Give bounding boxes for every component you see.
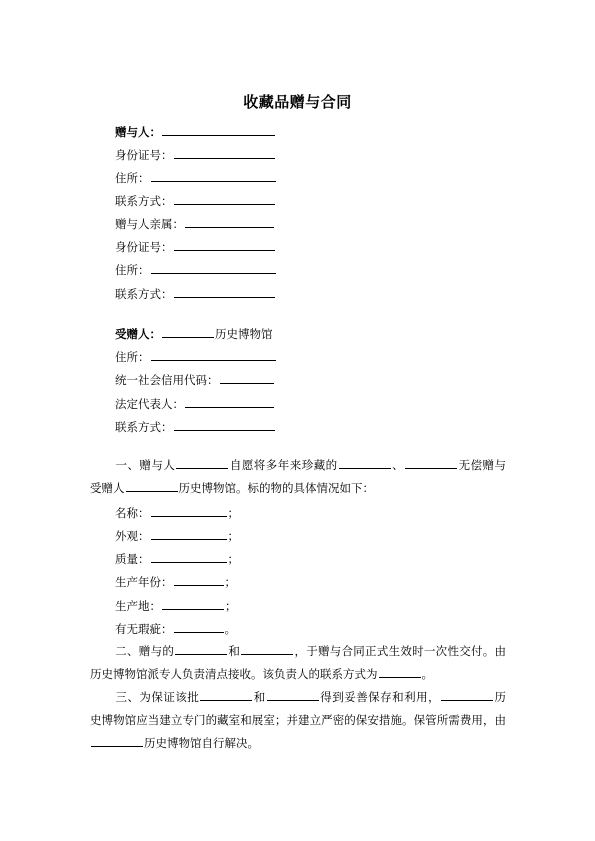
clause-3 xyxy=(90,686,506,755)
relative-contact-label: 联系方式： xyxy=(115,287,173,301)
recipient-legal-rep-blank[interactable] xyxy=(185,396,274,408)
relative-id-blank[interactable] xyxy=(174,239,275,251)
clause-2-contact-blank[interactable] xyxy=(379,666,421,678)
clause-2-text-d: 。 xyxy=(421,667,433,681)
item-quality-label: 质量： xyxy=(115,552,150,566)
item-name-line xyxy=(115,505,239,520)
donor-contact-label: 联系方式： xyxy=(115,194,173,208)
donor-address-line xyxy=(115,170,277,185)
item-year-label: 生产年份： xyxy=(115,575,173,589)
clause-1-recipient-blank[interactable] xyxy=(126,480,178,492)
item-place-line xyxy=(115,598,237,613)
clause-3-text-b: 和 xyxy=(253,690,266,704)
donor-relative-label: 赠与人亲属： xyxy=(115,217,184,231)
clause-2-text-c: ，于赠与合同正式生效时一次性交付。由历史博物馆派专人负责清点接收。该负责人的联系方式为 xyxy=(90,644,507,681)
clause-3-recipient-blank-1[interactable] xyxy=(441,689,493,701)
item-look-line xyxy=(115,528,239,543)
item-look-blank[interactable] xyxy=(151,528,227,540)
item-flaw-blank[interactable] xyxy=(174,621,224,633)
relative-id-line xyxy=(115,239,276,254)
donor-name-blank[interactable] xyxy=(162,124,275,136)
recipient-credit-code-blank[interactable] xyxy=(220,372,274,384)
item-year-blank[interactable] xyxy=(174,574,224,586)
recipient-label: 受赠人： xyxy=(115,327,161,341)
recipient-name-blank[interactable] xyxy=(162,326,214,338)
semicolon: ； xyxy=(225,599,237,613)
semicolon: ； xyxy=(227,529,239,543)
recipient-address-label: 住所： xyxy=(115,350,150,364)
relative-address-blank[interactable] xyxy=(151,262,276,274)
relative-id-label: 身份证号： xyxy=(115,240,173,254)
clause-3-text-d: 历史博物馆应当建立专门的藏室和展室；并建立严密的保安措施。保管所需费用，由 xyxy=(90,690,507,727)
document-title: 收藏品赠与合同 xyxy=(243,93,352,111)
clause-1-donor-blank[interactable] xyxy=(176,457,228,469)
recipient-address-blank[interactable] xyxy=(151,349,276,361)
clause-3-text-a: 三、为保证该批 xyxy=(115,690,200,704)
recipient-legal-rep-label: 法定代表人： xyxy=(115,397,184,411)
item-place-blank[interactable] xyxy=(162,598,224,610)
clause-1-item-blank-1[interactable] xyxy=(339,457,391,469)
donor-address-label: 住所： xyxy=(115,171,150,185)
recipient-contact-blank[interactable] xyxy=(174,419,275,431)
donor-relative-blank[interactable] xyxy=(185,216,274,228)
item-quality-line xyxy=(115,551,239,566)
recipient-contact-line xyxy=(115,419,276,434)
relative-contact-blank[interactable] xyxy=(174,286,275,298)
recipient-credit-code-line xyxy=(115,372,275,387)
recipient-line xyxy=(115,326,273,341)
item-year-line xyxy=(115,574,236,589)
period: 。 xyxy=(224,622,236,636)
clause-1 xyxy=(90,454,506,500)
recipient-legal-rep-line xyxy=(115,396,275,411)
item-quality-blank[interactable] xyxy=(151,551,227,563)
item-name-blank[interactable] xyxy=(151,505,227,517)
item-name-label: 名称： xyxy=(115,506,150,520)
semicolon: ； xyxy=(224,575,236,589)
clause-2-text-b: 和 xyxy=(228,644,241,658)
donor-label: 赠与人： xyxy=(115,125,161,139)
clause-3-text-e: 历史博物馆自行解决。 xyxy=(144,736,259,750)
clause-1-text-c: 、 xyxy=(391,458,405,472)
recipient-credit-code-label: 统一社会信用代码： xyxy=(115,373,219,387)
recipient-address-line xyxy=(115,349,277,364)
clause-2-item-blank-2[interactable] xyxy=(241,643,293,655)
donor-id-blank[interactable] xyxy=(174,147,275,159)
clause-1-item-blank-2[interactable] xyxy=(405,457,457,469)
semicolon: ； xyxy=(227,552,239,566)
donor-id-label: 身份证号： xyxy=(115,148,173,162)
clause-2-text-a: 二、赠与的 xyxy=(115,644,175,658)
item-look-label: 外观： xyxy=(115,529,150,543)
clause-3-recipient-blank-2[interactable] xyxy=(91,735,143,747)
item-flaw-label: 有无瑕疵： xyxy=(115,622,173,636)
donor-contact-line xyxy=(115,193,276,208)
relative-address-line xyxy=(115,262,277,277)
clause-1-text-b: 自愿将多年来珍藏的 xyxy=(229,458,338,472)
relative-address-label: 住所： xyxy=(115,263,150,277)
donor-contact-blank[interactable] xyxy=(174,193,275,205)
donor-line xyxy=(115,124,276,139)
clause-1-text-d: 无偿赠与受赠人 xyxy=(90,458,507,495)
item-flaw-line xyxy=(115,621,236,636)
recipient-suffix: 历史博物馆 xyxy=(215,327,273,341)
clause-1-text-e: 历史博物馆。标的物的具体情况如下： xyxy=(178,481,374,495)
clause-3-text-c: 得到妥善保存和利用， xyxy=(319,690,441,704)
donor-address-blank[interactable] xyxy=(151,170,276,182)
clause-2 xyxy=(90,640,506,686)
donor-id-line xyxy=(115,147,276,162)
relative-contact-line xyxy=(115,286,276,301)
clause-3-item-blank-2[interactable] xyxy=(267,689,319,701)
clause-1-text-a: 一、赠与人 xyxy=(115,458,176,472)
clause-3-item-blank-1[interactable] xyxy=(200,689,252,701)
donor-relative-line xyxy=(115,216,275,231)
recipient-contact-label: 联系方式： xyxy=(115,420,173,434)
item-place-label: 生产地： xyxy=(115,599,161,613)
semicolon: ； xyxy=(227,506,239,520)
clause-2-item-blank-1[interactable] xyxy=(175,643,227,655)
